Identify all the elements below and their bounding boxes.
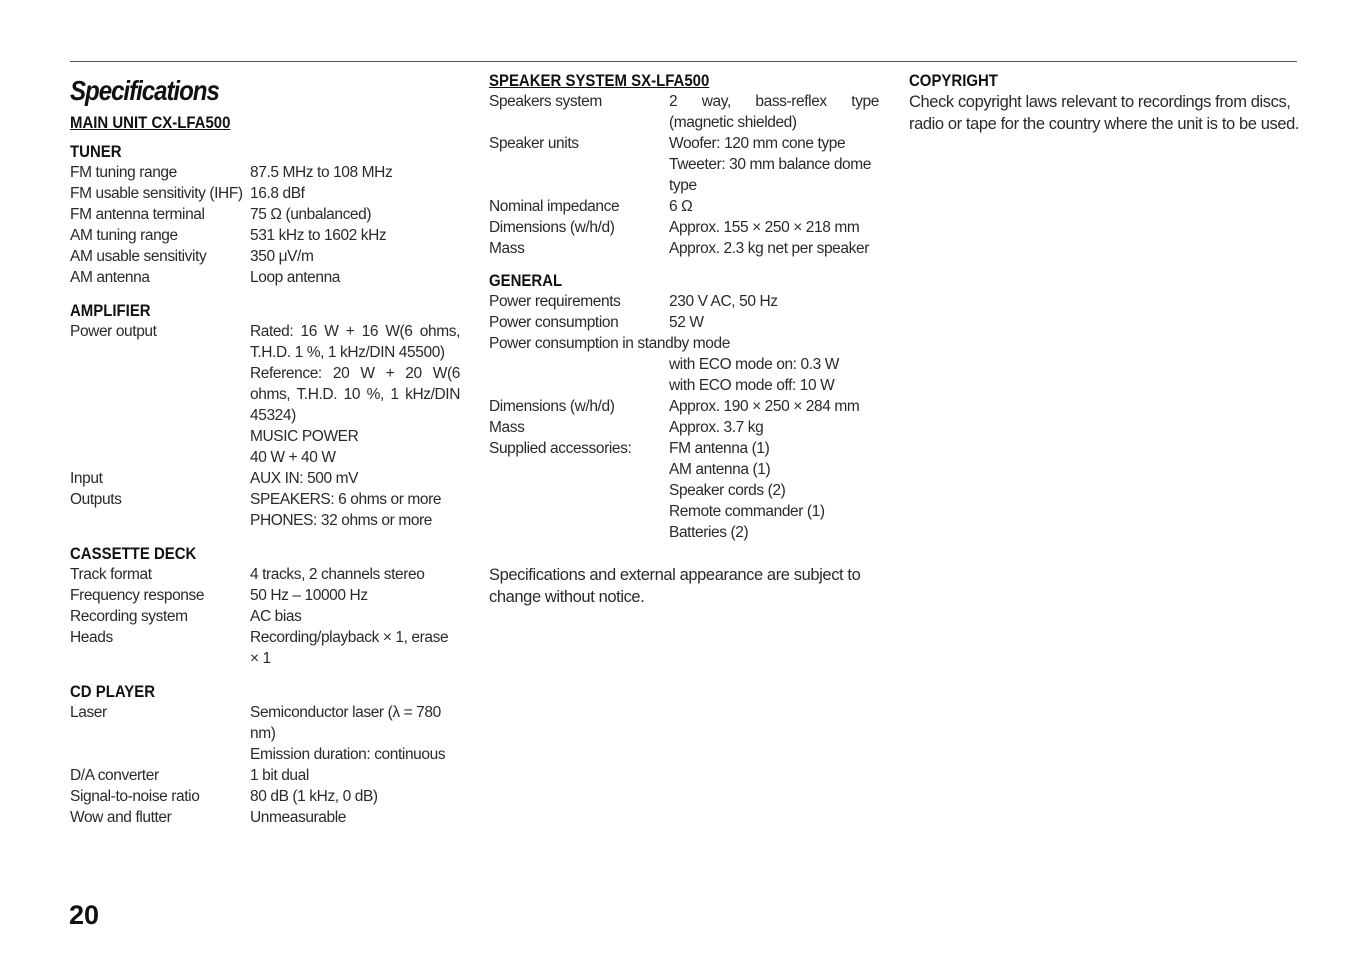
spec-value: 80 dB (1 kHz, 0 dB) — [250, 788, 378, 805]
spec-row — [70, 786, 462, 807]
spec-row — [70, 204, 462, 225]
spec-value: AC bias — [250, 608, 302, 625]
spec-value: Recording/playback × 1, erase × 1 — [250, 629, 449, 667]
list-item: AM antenna (1) — [669, 461, 771, 478]
spec-label: Wow and flutter — [70, 809, 172, 826]
spec-label: Power output — [70, 323, 157, 340]
general-heading: GENERAL — [489, 271, 563, 290]
spec-row — [489, 312, 881, 333]
spec-value-line: with ECO mode on: 0.3 W — [669, 356, 839, 373]
spec-value — [669, 133, 879, 196]
main-unit-heading: MAIN UNIT CX-LFA500 — [70, 113, 231, 132]
spec-value: 6 Ω — [669, 198, 693, 215]
spec-label: Mass — [489, 240, 525, 257]
spec-value: Approx. 155 × 250 × 218 mm — [669, 219, 860, 236]
column-copyright — [909, 70, 1301, 135]
spec-label-empty — [489, 354, 669, 396]
list-item: Batteries (2) — [669, 524, 749, 541]
list-item: FM antenna (1) — [669, 440, 770, 457]
spec-row — [489, 417, 881, 438]
spec-value-line: with ECO mode off: 10 W — [669, 377, 835, 394]
spec-value: 87.5 MHz to 108 MHz — [250, 164, 393, 181]
speaker-specs — [489, 91, 881, 259]
spec-label: Input — [70, 470, 103, 487]
spec-row — [70, 585, 462, 606]
spec-value: 75 Ω (unbalanced) — [250, 206, 372, 223]
spec-label: Track format — [70, 566, 152, 583]
spec-label: Outputs — [70, 491, 122, 508]
spec-label: AM tuning range — [70, 227, 178, 244]
spec-row — [70, 564, 462, 585]
spec-label: Speakers system — [489, 93, 602, 110]
speaker-system-heading: SPEAKER SYSTEM SX-LFA500 — [489, 71, 710, 90]
spec-row — [489, 396, 881, 417]
amplifier-specs — [70, 321, 462, 531]
spec-value: AUX IN: 500 mV — [250, 470, 359, 487]
spec-value: Unmeasurable — [250, 809, 347, 826]
amplifier-heading: AMPLIFIER — [70, 301, 151, 320]
spec-row — [70, 765, 462, 786]
list-item: Remote commander (1) — [669, 503, 825, 520]
spec-label: Dimensions (w/h/d) — [489, 219, 615, 236]
spec-label: Heads — [70, 629, 113, 646]
spec-value: 2 way, bass-reflex type (magnetic shielded) — [669, 93, 879, 131]
spec-label: Power requirements — [489, 293, 621, 310]
spec-value: 16.8 dBf — [250, 185, 305, 202]
spec-label: Power consumption in standby mode — [489, 335, 730, 352]
spec-row — [489, 238, 881, 259]
spec-value-line: Woofer: 120 mm cone type — [669, 135, 846, 152]
spec-row — [70, 321, 462, 468]
spec-value — [250, 321, 460, 468]
spec-row — [70, 183, 462, 204]
spec-row — [489, 333, 881, 354]
spec-row — [489, 196, 881, 217]
spec-row — [489, 354, 881, 396]
spec-value-line: PHONES: 32 ohms or more — [250, 512, 433, 529]
spec-value-line: Reference: 20 W + 20 W(6 ohms, T.H.D. 10 %, 1 kHz/DIN 45324) — [250, 365, 460, 424]
notice-text: Specifications and external appearance are subject to change without notice. — [489, 566, 861, 606]
spec-label: FM usable sensitivity (IHF) — [70, 185, 243, 202]
spec-label: Signal-to-noise ratio — [70, 788, 200, 805]
spec-row — [70, 267, 462, 288]
column-main-unit — [70, 70, 462, 828]
spec-value-line: Emission duration: continuous — [250, 746, 446, 763]
column-speaker-general — [489, 70, 881, 608]
spec-row — [70, 246, 462, 267]
spec-label: Supplied accessories: — [489, 440, 632, 457]
spec-row — [489, 438, 881, 543]
copyright-heading: COPYRIGHT — [909, 71, 998, 90]
spec-label: Mass — [489, 419, 525, 436]
cassette-specs — [70, 564, 462, 669]
spec-label: AM antenna — [70, 269, 150, 286]
spec-label: Nominal impedance — [489, 198, 620, 215]
general-specs — [489, 291, 881, 543]
spec-row — [489, 133, 881, 196]
cd-specs — [70, 702, 462, 828]
spec-row — [70, 702, 462, 765]
spec-label: Recording system — [70, 608, 188, 625]
spec-value: 350 μV/m — [250, 248, 314, 265]
spacer — [489, 543, 881, 555]
spec-value: 52 W — [669, 314, 704, 331]
spec-row — [489, 217, 881, 238]
spec-value: Approx. 190 × 250 × 284 mm — [669, 398, 860, 415]
cd-heading: CD PLAYER — [70, 682, 156, 701]
spec-value: Loop antenna — [250, 269, 341, 286]
spec-value: 230 V AC, 50 Hz — [669, 293, 778, 310]
page-number: 20 — [69, 900, 100, 930]
spec-row — [489, 291, 881, 312]
spec-label: Frequency response — [70, 587, 205, 604]
spec-label: AM usable sensitivity — [70, 248, 207, 265]
spec-value-line: Rated: 16 W + 16 W(6 ohms, T.H.D. 1 %, 1 kHz/DIN 45500) — [250, 323, 460, 361]
spec-row — [70, 489, 462, 531]
spec-label: FM tuning range — [70, 164, 177, 181]
spec-value: Approx. 2.3 kg net per speaker — [669, 240, 869, 257]
spec-row — [70, 606, 462, 627]
accessories-list — [669, 438, 879, 543]
spec-label: Power consumption — [489, 314, 619, 331]
spec-value-line: SPEAKERS: 6 ohms or more — [250, 491, 442, 508]
spec-value — [669, 354, 879, 396]
spec-value — [250, 702, 460, 765]
spec-row — [70, 627, 462, 669]
spec-value: 4 tracks, 2 channels stereo — [250, 566, 425, 583]
spec-row — [70, 468, 462, 489]
spec-label: Dimensions (w/h/d) — [489, 398, 615, 415]
spec-value: 50 Hz – 10000 Hz — [250, 587, 368, 604]
tuner-specs — [70, 162, 462, 288]
spec-label: Laser — [70, 704, 107, 721]
page-title: Specifications — [70, 75, 219, 106]
spec-value-line: 40 W + 40 W — [250, 449, 336, 466]
spec-value: 1 bit dual — [250, 767, 309, 784]
list-item: Speaker cords (2) — [669, 482, 786, 499]
spec-value-line: MUSIC POWER — [250, 428, 359, 445]
spec-row — [70, 162, 462, 183]
copyright-text: Check copyright laws relevant to recordings from discs, radio or tape for the country where the unit is to be used. — [909, 93, 1300, 133]
spec-row — [70, 807, 462, 828]
spec-label: D/A converter — [70, 767, 159, 784]
spec-label: FM antenna terminal — [70, 206, 205, 223]
spec-value: Approx. 3.7 kg — [669, 419, 764, 436]
spec-label: Speaker units — [489, 135, 579, 152]
spec-value — [250, 489, 460, 531]
top-rule — [70, 61, 1297, 62]
spec-value-line: Semiconductor laser (λ = 780 nm) — [250, 704, 441, 742]
cassette-heading: CASSETTE DECK — [70, 544, 197, 563]
tuner-heading: TUNER — [70, 142, 122, 161]
spec-row — [489, 91, 881, 133]
spec-value: 531 kHz to 1602 kHz — [250, 227, 387, 244]
spec-value-line: Tweeter: 30 mm balance dome type — [669, 156, 871, 194]
spec-row — [70, 225, 462, 246]
